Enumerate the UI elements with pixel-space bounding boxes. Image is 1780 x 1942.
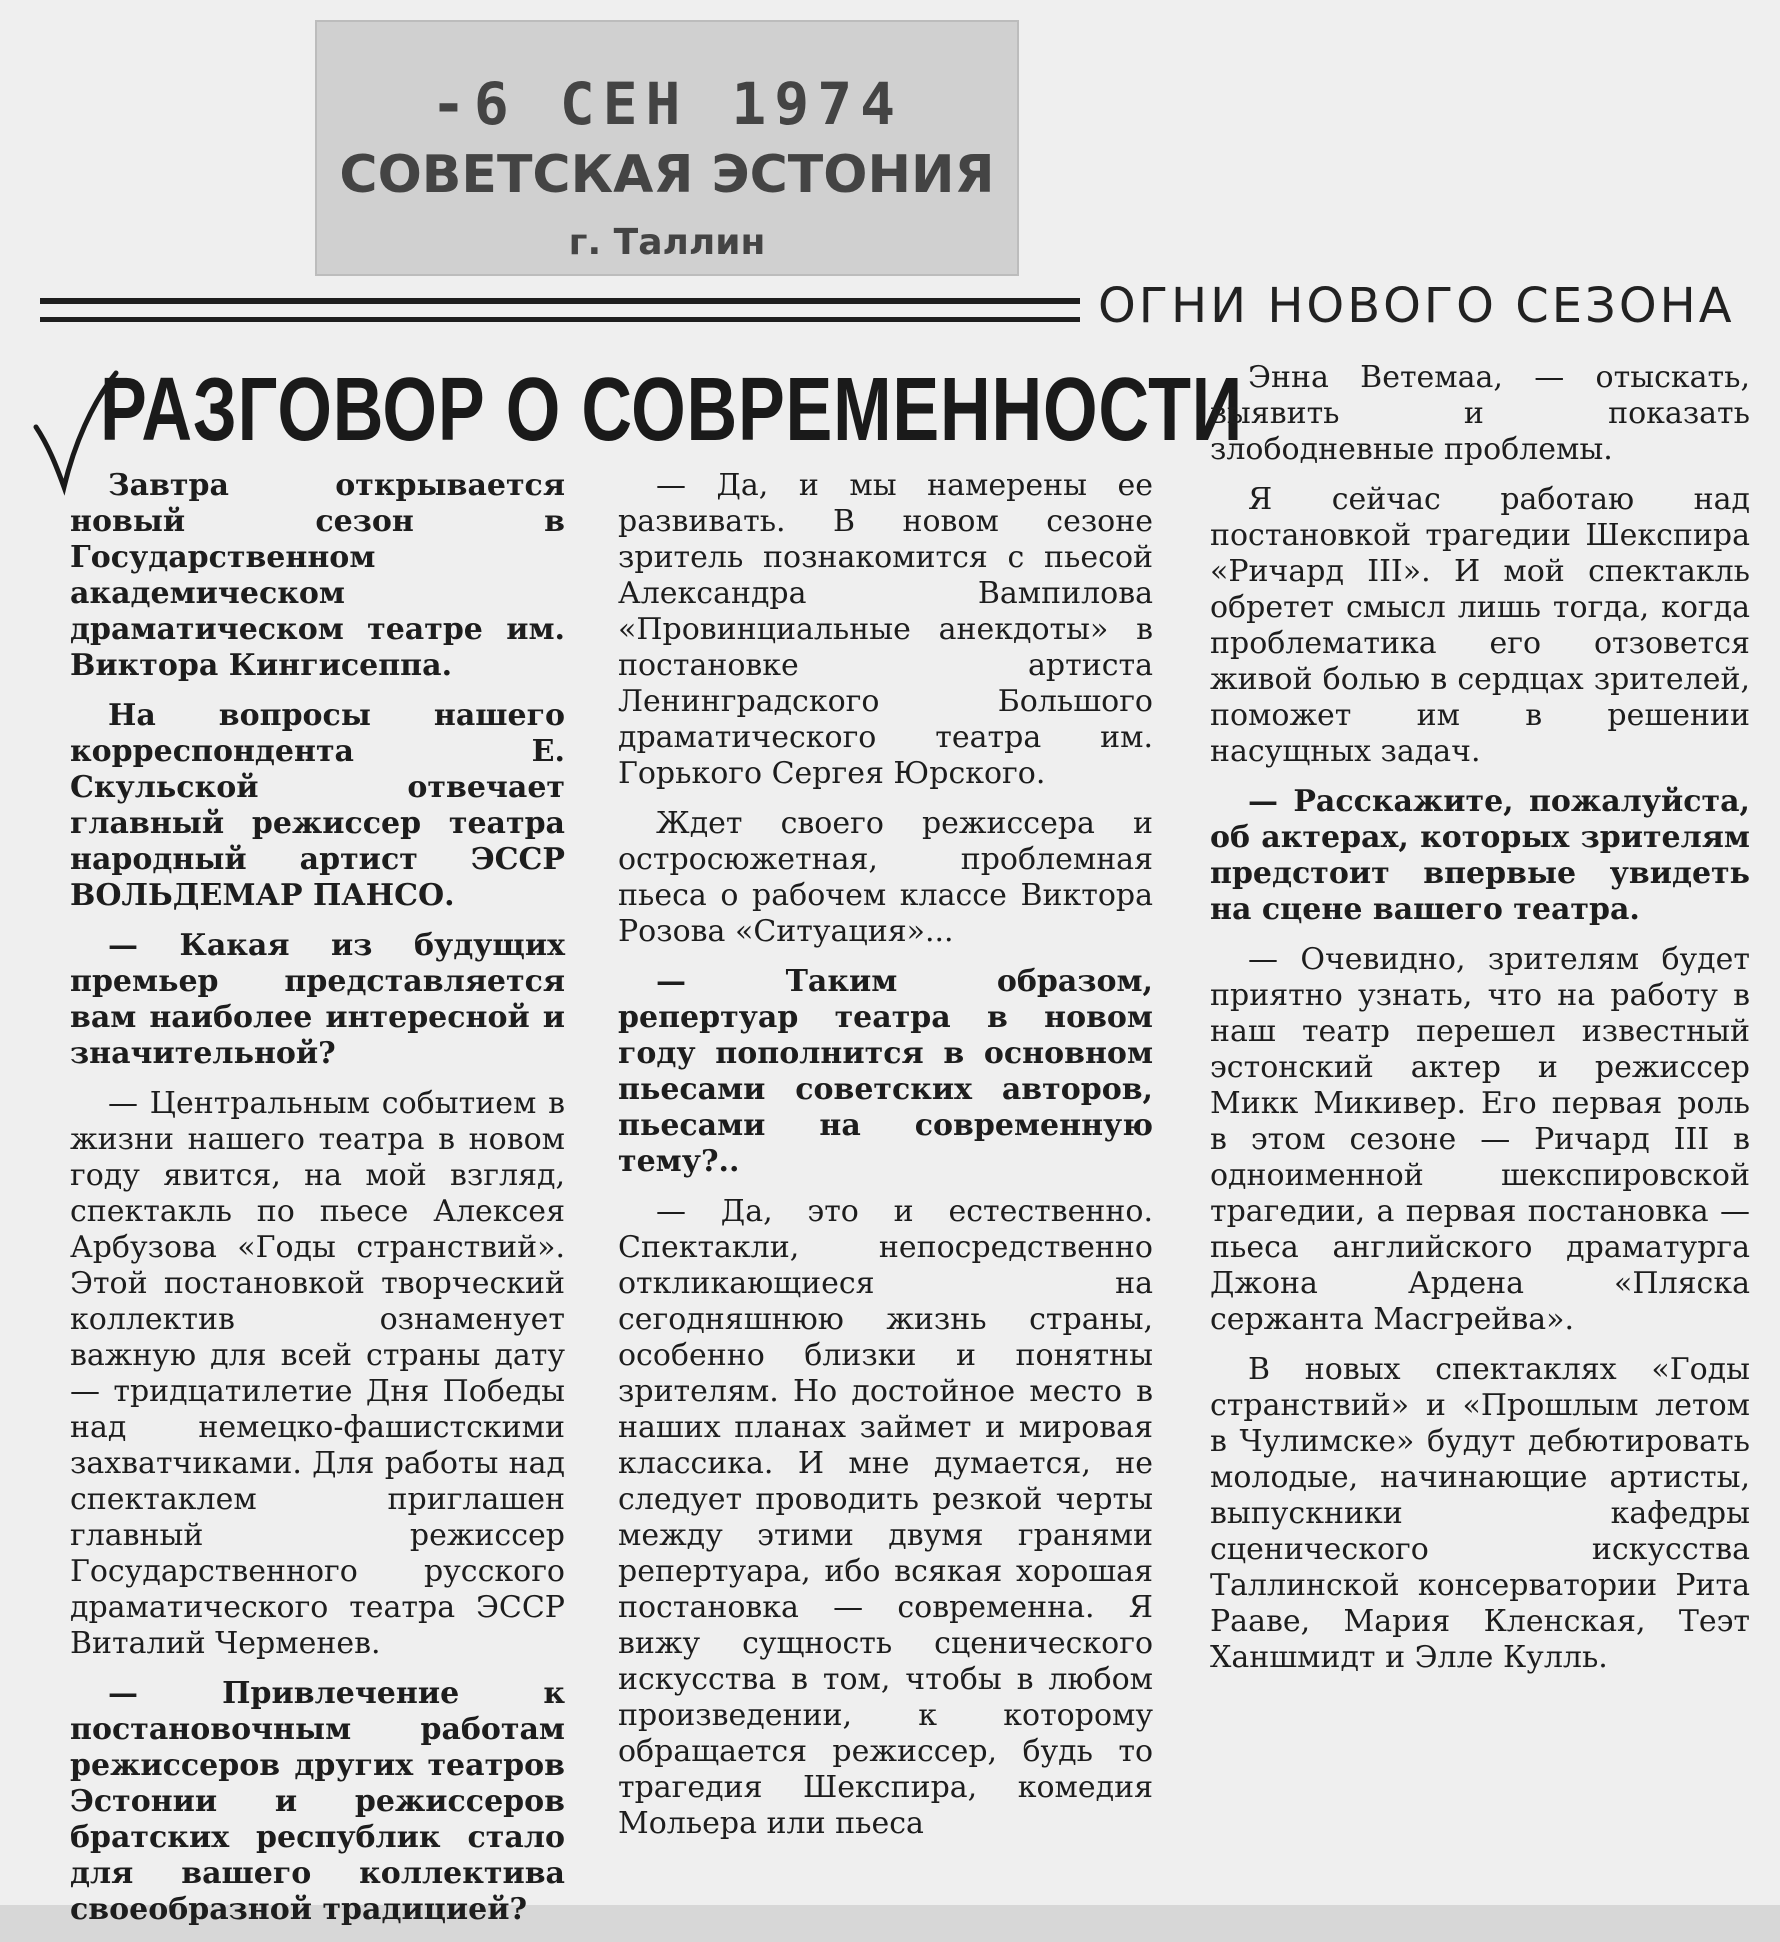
interview-question: — Какая из будущих премьер представляется вам наиболее интересной и значительной? [70,928,565,1071]
stamp-city: г. Таллин [568,222,766,263]
article-column-2 [618,468,1153,1856]
interview-question: — Привлечение к постановочным работам режиссеров других театров Эстонии и режиссеров братских республик стало для вашего коллектива своеобразной традицией? [70,1676,565,1927]
header-rule-top [40,298,1080,304]
interview-question: — Расскажите, пожалуйста, об актерах, которых зрителям предстоит впервые увидеть на сцене вашего театра. [1210,784,1750,927]
article-headline: РАЗГОВОР О СОВРЕМЕННОСТИ [100,360,1243,460]
interview-answer: Ждет своего режиссера и остросюжетная, проблемная пьеса о рабочем классе Виктора Розова «Ситуация»... [618,806,1153,949]
stamp-date: -6 СЕН 1974 [430,70,904,138]
interview-question: — Таким образом, репертуар театра в новом году пополнится в основном пьесами советских авторов, пьесами на современную тему?.. [618,964,1153,1179]
lead-paragraph: Завтра открывается новый сезон в Государственном академическом драматическом театре им. Виктора Кингисеппа. [70,468,565,683]
section-rubric: ОГНИ НОВОГО СЕЗОНА [1098,278,1735,334]
interview-answer: Энна Ветемаа, — отыскать, выявить и показать злободневные проблемы. [1210,360,1750,467]
interview-answer: — Да, это и естественно. Спектакли, непосредственно откликающиеся на сегодняшнюю жизнь страны, особенно близки и понятны зрителям. Но достойное место в наших планах займет и мировая классика. И мне думается, не следует проводить резкой черты между этими двумя гранями репертуара, ибо всякая хорошая постановка — современна. Я вижу сущность сценического искусства в том, чтобы в любом произведении, к которому обращается режиссер, будь то трагедия Шекспира, комедия Мольера или пьеса [618,1194,1153,1841]
interview-answer: Я сейчас работаю над постановкой трагедии Шекспира «Ричард III». И мой спектакль обретет смысл лишь тогда, когда проблематика его отзовется живой болью в сердцах зрителей, поможет им в решении насущных задач. [1210,482,1750,769]
lead-paragraph: На вопросы нашего корреспондента Е. Скульской отвечает главный режиссер театра народный артист ЭССР ВОЛЬДЕМАР ПАНСО. [70,698,565,913]
stamp-newspaper-name: СОВЕТСКАЯ ЭСТОНИЯ [339,145,995,205]
date-stamp [315,20,1019,276]
article-column-3 [1210,360,1750,1690]
interview-answer: — Очевидно, зрителям будет приятно узнать, что на работу в наш театр перешел известный эстонский актер и режиссер Микк Микивер. Его первая роль в этом сезоне — Ричард III в одноименной шекспировской трагедии, а первая постановка — пьеса английского драматурга Джона Ардена «Пляска сержанта Масгрейва». [1210,942,1750,1337]
header-rule-bottom [40,317,1080,322]
interview-answer: В новых спектаклях «Годы странствий» и «Прошлым летом в Чулимске» будут дебютировать молодые, начинающие артисты, выпускники кафедры сценического искусства Таллинской консерватории Рита Рааве, Мария Кленская, Теэт Ханшмидт и Элле Кулль. [1210,1352,1750,1675]
article-column-1 [70,468,565,1942]
interview-answer: — Центральным событием в жизни нашего театра в новом году явится, на мой взгляд, спектакль по пьесе Алексея Арбузова «Годы странствий». Этой постановкой творческий коллектив ознаменует важную для всей страны дату — тридцатилетие Дня Победы над немецко-фашистскими захватчиками. Для работы над спектаклем приглашен главный режиссер Государственного русского драматического театра ЭССР Виталий Черменев. [70,1086,565,1661]
interview-answer: — Да, и мы намерены ее развивать. В новом сезоне зритель познакомится с пьесой Александра Вампилова «Провинциальные анекдоты» в постановке артиста Ленинградского Большого драматического театра им. Горького Сергея Юрского. [618,468,1153,791]
